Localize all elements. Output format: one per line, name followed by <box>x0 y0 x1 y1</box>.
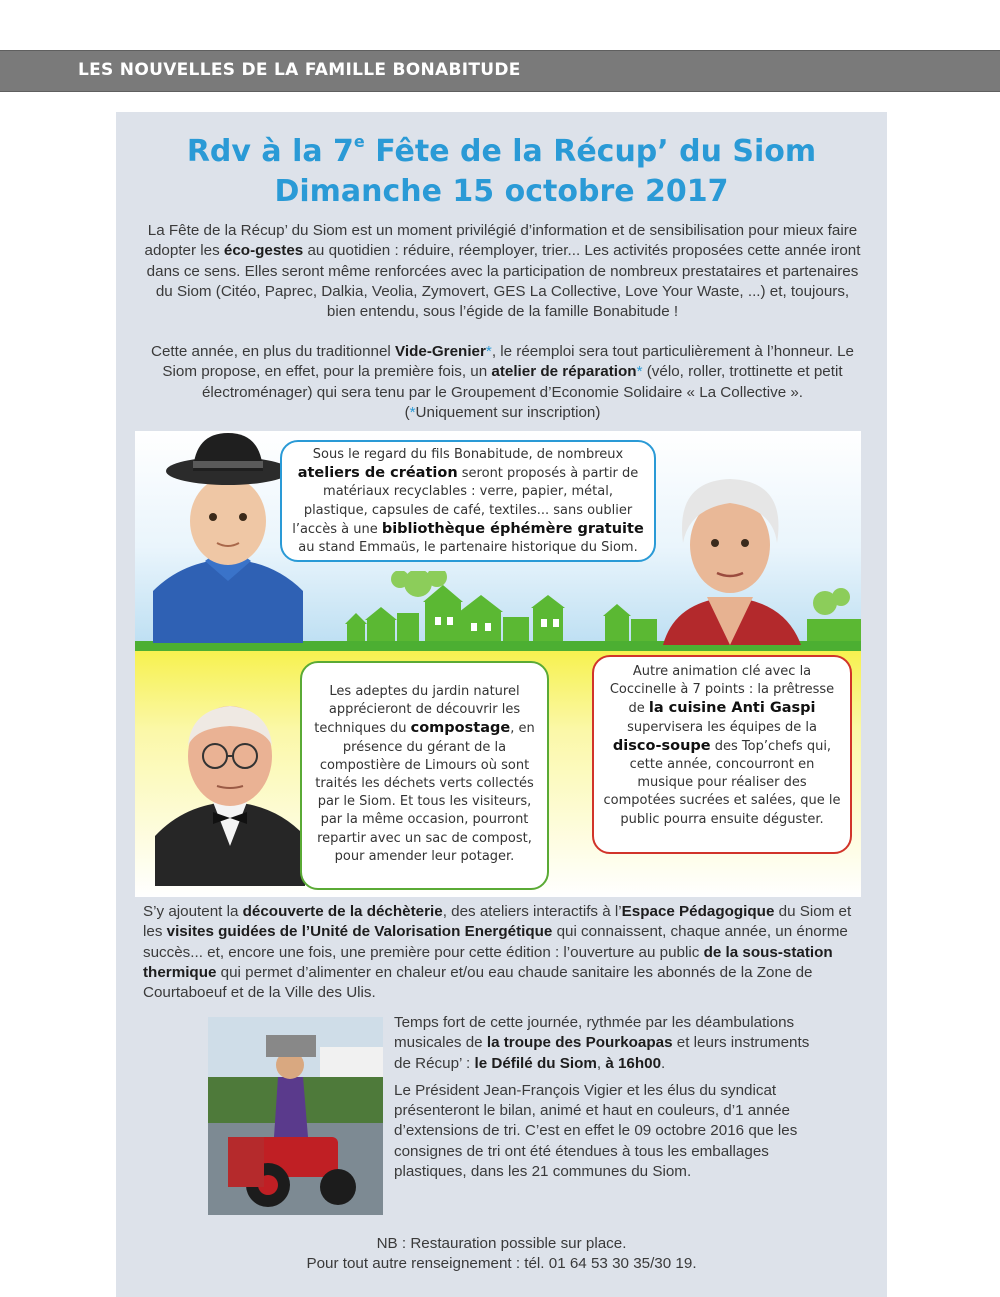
intro-paragraph: La Fête de la Récup’ du Siom est un moment privilégié d’information et de sensibilisation pour mieux faire adopter les éco-gestes au quotidien : réduire, réemployer, trier... Les activités proposées cette année iront dans ce sens. Elles seront même renforcées avec la participation de nombreux prestataires et partenaires du Siom (Citéo, Paprec, Dalkia, Veolia, Zymovert, GES La Collective, Love Your Waste, ...) et, toujours, bien entendu, sous l’égide de la famille Bonabitude ! <box>144 222 861 321</box>
creation-workshops-bubble: Sous le regard du fils Bonabitude, de nombreux ateliers de création seront proposés à partir de matériaux recyclables : verre, papier, métal, plastique, capsules de café, textiles... sans oublier l’accès à une bibliothèque éphémère gratuite au stand Emmaüs, le partenaire historique du Siom. <box>280 440 656 562</box>
footer-notes <box>116 1234 887 1275</box>
visits-paragraph: S’y ajoutent la découverte de la déchèterie, des ateliers interactifs à l’Espace Pédagogique du Siom et les visites guidées de l’Unité de Valorisation Energétique qui connaissent, chaque année, un énorme succès... et, encore une fois, une première pour cette édition : l’ouverture au public de la sous-station thermique qui permet d’alimenter en chaleur et/ou eau chaude sanitaire les abonnés de la Zone de Courtaboeuf et de la Ville des Ulis. <box>143 903 852 1002</box>
title-line1: Rdv à la 7e Fête de la Récup’ du Siom <box>186 132 817 169</box>
anti-gaspi-bubble: Autre animation clé avec la Coccinelle à 7 points : la prêtresse de la cuisine Anti Gaspi supervisera les équipes de la disco-soupe des Top’chefs qui, cette année, concourront en musique pour réaliser des compotées sucrées et salées, que le public pourra ensuite déguster. <box>592 655 852 854</box>
parade-paragraph: Temps fort de cette journée, rythmée par les déambulations musicales de la troupe des Pourkoapas et leurs instruments de Récup’ : le Défilé du Siom, à 16h00. <box>394 1014 810 1072</box>
vide-grenier-paragraph: Cette année, en plus du traditionnel Vide-Grenier*, le réemploi sera tout particulièrement à l’honneur. Le Siom propose, en effet, pour la première fois, un atelier de réparation* (vélo, roller, trottinette et petit électroménager) qui sera tenu par le Groupement d’Economie Solidaire « La Collective ». (*Uniquement sur inscription) <box>150 343 854 421</box>
grandfather-portrait <box>155 686 305 886</box>
title-line2: Dimanche 15 octobre 2017 <box>274 174 729 209</box>
parade-photo <box>208 1017 383 1215</box>
president-paragraph: Le Président Jean-François Vigier et les élus du syndicat présenteront le bilan, animé et haut en couleurs, d’1 année d’extensions de tri. C’est en effet le 09 octobre 2016 que les consignes de tri ont été étendues à tous les emballages plastiques, dans les 21 communes du Siom. <box>394 1081 798 1181</box>
contact-line: Pour tout autre renseignement : tél. 01 64 53 30 35/30 19. <box>306 1255 697 1273</box>
section-header <box>0 50 1000 92</box>
section-label: LES NOUVELLES DE LA FAMILLE BONABITUDE <box>78 60 521 80</box>
composting-bubble: Les adeptes du jardin naturel apprécieront de découvrir les techniques du compostage, en présence du gérant de la compostière de Limours où sont traités les déchets verts collectés par le Siom. Et tous les visiteurs, par la même occasion, pourront repartir avec un sac de compost, pour amender leur potager. <box>300 661 549 890</box>
parade-text <box>394 1013 824 1182</box>
grandmother-portrait <box>655 473 805 645</box>
article-title <box>116 122 887 212</box>
nb-note: NB : Restauration possible sur place. <box>376 1235 627 1252</box>
